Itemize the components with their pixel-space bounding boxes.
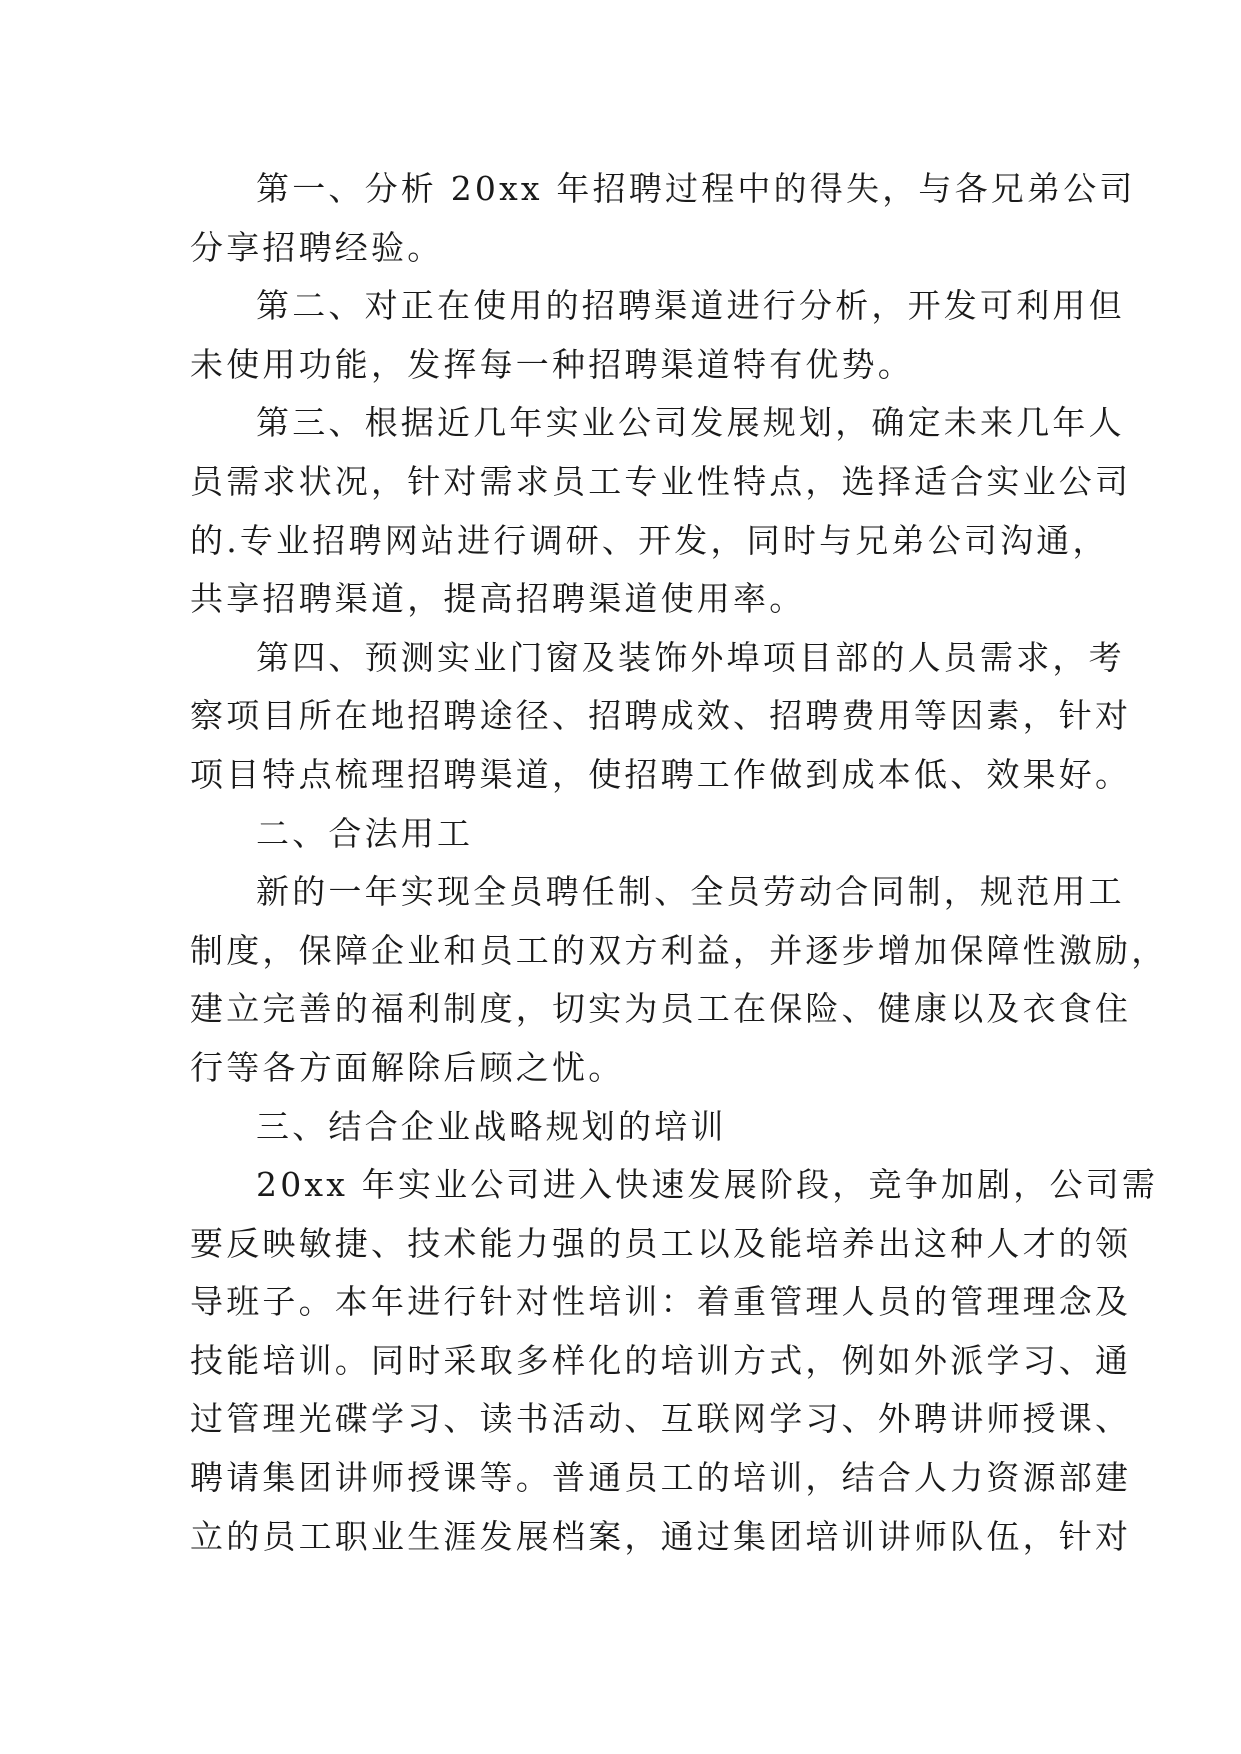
paragraph-line: 未使用功能，发挥每一种招聘渠道特有优势。 xyxy=(190,344,914,384)
paragraph-line: 导班子。本年进行针对性培训：着重管理人员的管理理念及 xyxy=(190,1282,1132,1322)
paragraph-first-line: 二、合法用工 xyxy=(256,813,474,853)
paragraph-line: 行等各方面解除后顾之忧。 xyxy=(190,1047,625,1087)
paragraph-line: 建立完善的福利制度，切实为员工在保险、健康以及衣食住 xyxy=(190,989,1132,1029)
paragraph-first-line: 第四、预测实业门窗及装饰外埠项目部的人员需求，考 xyxy=(256,637,1125,677)
paragraph-line: 技能培训。同时采取多样化的培训方式，例如外派学习、通 xyxy=(190,1340,1132,1380)
paragraph-line: 察项目所在地招聘途径、招聘成效、招聘费用等因素，针对 xyxy=(190,696,1132,736)
paragraph-first-line: 三、结合企业战略规划的培训 xyxy=(256,1106,727,1146)
paragraph-line: 项目特点梳理招聘渠道，使招聘工作做到成本低、效果好。 xyxy=(190,754,1132,794)
paragraph-first-line: 第三、根据近几年实业公司发展规划，确定未来几年人 xyxy=(256,403,1125,443)
paragraph-line: 制度，保障企业和员工的双方利益，并逐步增加保障性激励， xyxy=(190,930,1168,970)
paragraph-first-line: 20xx 年实业公司进入快速发展阶段，竞争加剧，公司需 xyxy=(256,1165,1159,1205)
paragraph-line: 要反映敏捷、技术能力强的员工以及能培养出这种人才的领 xyxy=(190,1223,1132,1263)
document-body xyxy=(190,160,1168,1566)
paragraph-first-line: 新的一年实现全员聘任制、全员劳动合同制，规范用工 xyxy=(256,872,1125,912)
paragraph-line: 过管理光碟学习、读书活动、互联网学习、外聘讲师授课、 xyxy=(190,1399,1132,1439)
paragraph-line: 员需求状况，针对需求员工专业性特点，选择适合实业公司 xyxy=(190,461,1132,501)
paragraph-line: 立的员工职业生涯发展档案，通过集团培训讲师队伍，针对 xyxy=(190,1516,1132,1556)
paragraph-line: 共享招聘渠道，提高招聘渠道使用率。 xyxy=(190,579,806,619)
paragraph-line: 分享招聘经验。 xyxy=(190,227,444,267)
paragraph-first-line: 第一、分析 20xx 年招聘过程中的得失，与各兄弟公司 xyxy=(256,169,1136,208)
paragraph-line: 的.专业招聘网站进行调研、开发，同时与兄弟公司沟通， xyxy=(190,520,1109,560)
paragraph-first-line: 第二、对正在使用的招聘渠道进行分析，开发可利用但 xyxy=(256,286,1125,326)
paragraph-line: 聘请集团讲师授课等。普通员工的培训，结合人力资源部建 xyxy=(190,1458,1132,1498)
